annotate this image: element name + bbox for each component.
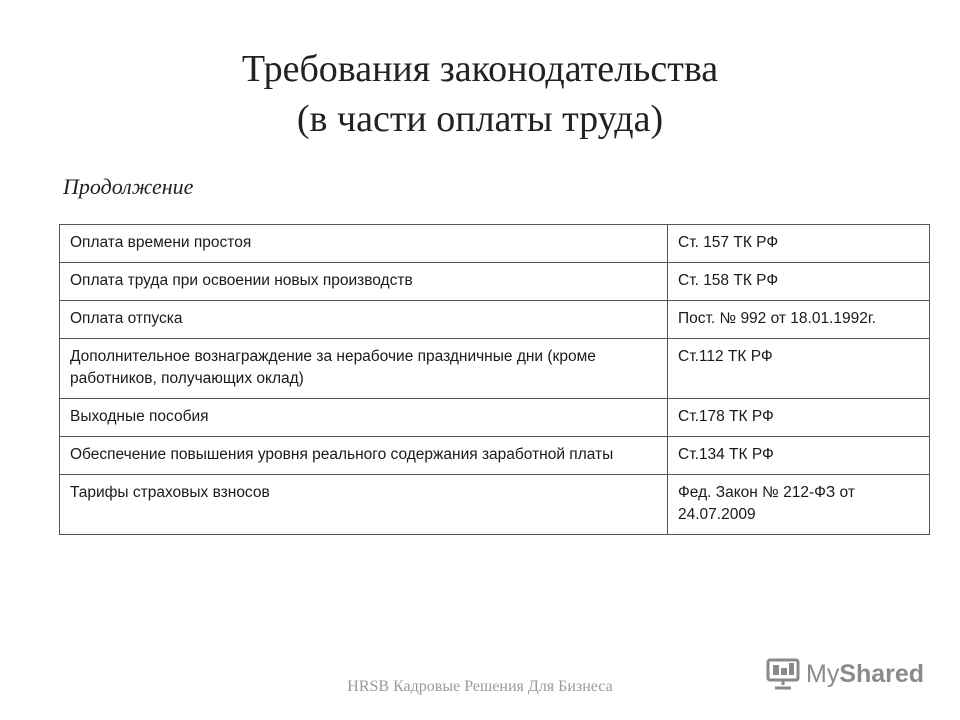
logo-text-shared: Shared xyxy=(839,659,925,688)
slide-subtitle: Продолжение xyxy=(63,174,194,199)
row-item: Оплата труда при освоении новых производств xyxy=(60,263,668,301)
row-item: Тарифы страховых взносов xyxy=(60,475,668,535)
table-row xyxy=(60,263,930,301)
slide-title xyxy=(0,44,960,144)
slide-title-line-2: (в части оплаты труда) xyxy=(296,98,664,140)
table-row xyxy=(60,437,930,475)
table-row xyxy=(60,339,930,399)
slide-footer: HRSB Кадровые Решения Для Бизнеса xyxy=(347,678,613,695)
row-item: Обеспечение повышения уровня реального содержания заработной платы xyxy=(60,437,668,475)
row-reference: Фед. Закон № 212-ФЗ от 24.07.2009 xyxy=(668,475,930,535)
slide-title-line-1: Требования законодательства xyxy=(241,48,719,90)
row-item: Оплата времени простоя xyxy=(60,225,668,263)
myshared-logo xyxy=(766,658,924,690)
row-reference: Ст. 158 ТК РФ xyxy=(668,263,930,301)
row-item: Выходные пособия xyxy=(60,399,668,437)
row-reference: Ст. 157 ТК РФ xyxy=(668,225,930,263)
legislation-table xyxy=(59,224,930,535)
row-item: Оплата отпуска xyxy=(60,301,668,339)
table-row xyxy=(60,225,930,263)
logo-text xyxy=(806,660,924,689)
table-row xyxy=(60,301,930,339)
table-row xyxy=(60,475,930,535)
row-reference: Ст.134 ТК РФ xyxy=(668,437,930,475)
row-reference: Ст.112 ТК РФ xyxy=(668,339,930,399)
row-item: Дополнительное вознаграждение за нерабочие праздничные дни (кроме работников, получающих оклад) xyxy=(60,339,668,399)
logo-text-my: My xyxy=(806,659,840,688)
row-reference: Ст.178 ТК РФ xyxy=(668,399,930,437)
row-reference: Пост. № 992 от 18.01.1992г. xyxy=(668,301,930,339)
table-row xyxy=(60,399,930,437)
presentation-board-icon xyxy=(766,658,800,690)
